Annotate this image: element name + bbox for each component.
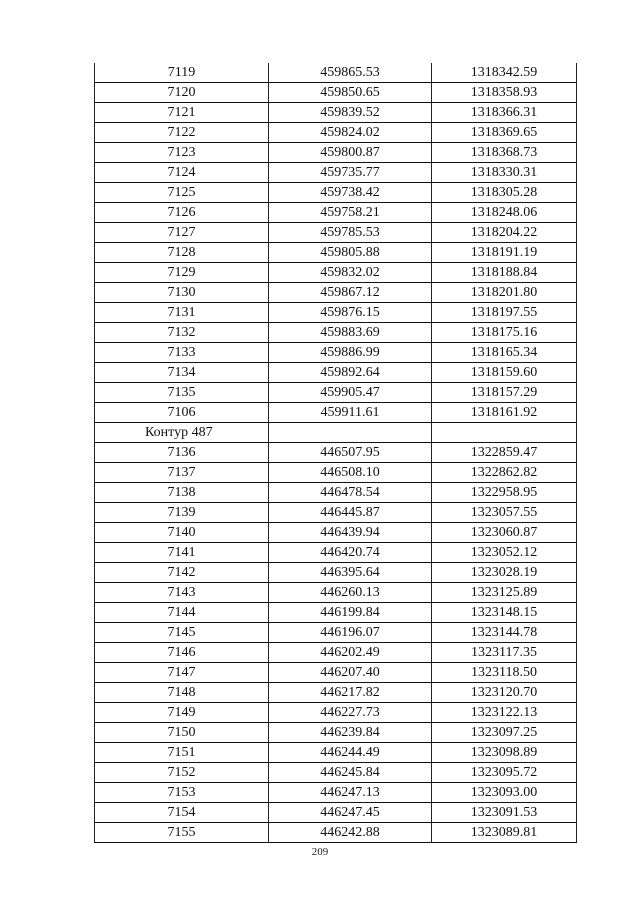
y-coordinate-cell: 1323148.15 bbox=[432, 603, 577, 623]
x-coordinate-cell: 459735.77 bbox=[269, 163, 432, 183]
x-coordinate-cell: 459832.02 bbox=[269, 263, 432, 283]
x-coordinate-cell: 446478.54 bbox=[269, 483, 432, 503]
point-id-cell: 7146 bbox=[95, 643, 269, 663]
table-row bbox=[95, 123, 577, 143]
point-id-cell: 7138 bbox=[95, 483, 269, 503]
point-id-cell: 7121 bbox=[95, 103, 269, 123]
y-coordinate-cell: 1323098.89 bbox=[432, 743, 577, 763]
table-row bbox=[95, 223, 577, 243]
table-row bbox=[95, 583, 577, 603]
table-row bbox=[95, 403, 577, 423]
table-row bbox=[95, 63, 577, 83]
table-row bbox=[95, 343, 577, 363]
x-coordinate-cell: 446207.40 bbox=[269, 663, 432, 683]
x-coordinate-cell: 459892.64 bbox=[269, 363, 432, 383]
y-coordinate-cell: 1318358.93 bbox=[432, 83, 577, 103]
y-coordinate-cell: 1323118.50 bbox=[432, 663, 577, 683]
point-id-cell: 7148 bbox=[95, 683, 269, 703]
y-coordinate-cell: 1323095.72 bbox=[432, 763, 577, 783]
x-coordinate-cell: 446242.88 bbox=[269, 823, 432, 843]
point-id-cell: 7147 bbox=[95, 663, 269, 683]
table-row bbox=[95, 543, 577, 563]
x-coordinate-cell: 459800.87 bbox=[269, 143, 432, 163]
table-row bbox=[95, 743, 577, 763]
y-coordinate-cell: 1318342.59 bbox=[432, 63, 577, 83]
point-id-cell: 7120 bbox=[95, 83, 269, 103]
y-coordinate-cell: 1323057.55 bbox=[432, 503, 577, 523]
point-id-cell: 7152 bbox=[95, 763, 269, 783]
point-id-cell: 7131 bbox=[95, 303, 269, 323]
x-coordinate-cell: 459805.88 bbox=[269, 243, 432, 263]
y-coordinate-cell: 1318188.84 bbox=[432, 263, 577, 283]
y-coordinate-cell: 1318248.06 bbox=[432, 203, 577, 223]
point-id-cell: 7119 bbox=[95, 63, 269, 83]
x-coordinate-cell: 446445.87 bbox=[269, 503, 432, 523]
point-id-cell: 7141 bbox=[95, 543, 269, 563]
table-row bbox=[95, 443, 577, 463]
y-coordinate-cell: 1318175.16 bbox=[432, 323, 577, 343]
table-row bbox=[95, 163, 577, 183]
empty-cell bbox=[269, 423, 432, 443]
y-coordinate-cell: 1323093.00 bbox=[432, 783, 577, 803]
y-coordinate-cell: 1323125.89 bbox=[432, 583, 577, 603]
x-coordinate-cell: 459758.21 bbox=[269, 203, 432, 223]
table-row bbox=[95, 283, 577, 303]
y-coordinate-cell: 1322958.95 bbox=[432, 483, 577, 503]
x-coordinate-cell: 446239.84 bbox=[269, 723, 432, 743]
x-coordinate-cell: 459824.02 bbox=[269, 123, 432, 143]
table-row bbox=[95, 783, 577, 803]
x-coordinate-cell: 459867.12 bbox=[269, 283, 432, 303]
section-label-row bbox=[95, 423, 577, 443]
point-id-cell: 7123 bbox=[95, 143, 269, 163]
y-coordinate-cell: 1323120.70 bbox=[432, 683, 577, 703]
point-id-cell: 7151 bbox=[95, 743, 269, 763]
x-coordinate-cell: 459886.99 bbox=[269, 343, 432, 363]
table-row bbox=[95, 203, 577, 223]
coordinates-table-body bbox=[95, 63, 577, 843]
page-number: 209 bbox=[311, 846, 329, 858]
x-coordinate-cell: 459839.52 bbox=[269, 103, 432, 123]
point-id-cell: 7135 bbox=[95, 383, 269, 403]
y-coordinate-cell: 1323144.78 bbox=[432, 623, 577, 643]
table-row bbox=[95, 263, 577, 283]
point-id-cell: 7140 bbox=[95, 523, 269, 543]
table-row bbox=[95, 643, 577, 663]
table-row bbox=[95, 823, 577, 843]
table-row bbox=[95, 483, 577, 503]
x-coordinate-cell: 446507.95 bbox=[269, 443, 432, 463]
table-row bbox=[95, 83, 577, 103]
y-coordinate-cell: 1318305.28 bbox=[432, 183, 577, 203]
point-id-cell: 7154 bbox=[95, 803, 269, 823]
table-row bbox=[95, 523, 577, 543]
x-coordinate-cell: 446260.13 bbox=[269, 583, 432, 603]
point-id-cell: 7130 bbox=[95, 283, 269, 303]
point-id-cell: 7145 bbox=[95, 623, 269, 643]
point-id-cell: 7139 bbox=[95, 503, 269, 523]
y-coordinate-cell: 1318201.80 bbox=[432, 283, 577, 303]
point-id-cell: 7144 bbox=[95, 603, 269, 623]
y-coordinate-cell: 1323122.13 bbox=[432, 703, 577, 723]
table-row bbox=[95, 143, 577, 163]
x-coordinate-cell: 446244.49 bbox=[269, 743, 432, 763]
point-id-cell: 7134 bbox=[95, 363, 269, 383]
x-coordinate-cell: 459883.69 bbox=[269, 323, 432, 343]
table-row bbox=[95, 463, 577, 483]
table-row bbox=[95, 683, 577, 703]
y-coordinate-cell: 1318165.34 bbox=[432, 343, 577, 363]
x-coordinate-cell: 459865.53 bbox=[269, 63, 432, 83]
y-coordinate-cell: 1322859.47 bbox=[432, 443, 577, 463]
table-row bbox=[95, 243, 577, 263]
table-row bbox=[95, 623, 577, 643]
point-id-cell: 7142 bbox=[95, 563, 269, 583]
x-coordinate-cell: 446202.49 bbox=[269, 643, 432, 663]
table-row bbox=[95, 663, 577, 683]
x-coordinate-cell: 459785.53 bbox=[269, 223, 432, 243]
y-coordinate-cell: 1323089.81 bbox=[432, 823, 577, 843]
table-row bbox=[95, 183, 577, 203]
y-coordinate-cell: 1318161.92 bbox=[432, 403, 577, 423]
x-coordinate-cell: 446508.10 bbox=[269, 463, 432, 483]
point-id-cell: 7155 bbox=[95, 823, 269, 843]
point-id-cell: 7124 bbox=[95, 163, 269, 183]
point-id-cell: 7132 bbox=[95, 323, 269, 343]
y-coordinate-cell: 1318159.60 bbox=[432, 363, 577, 383]
table-row bbox=[95, 103, 577, 123]
coordinates-table bbox=[94, 63, 577, 843]
x-coordinate-cell: 446247.45 bbox=[269, 803, 432, 823]
table-row bbox=[95, 363, 577, 383]
y-coordinate-cell: 1318157.29 bbox=[432, 383, 577, 403]
y-coordinate-cell: 1323117.35 bbox=[432, 643, 577, 663]
point-id-cell: 7153 bbox=[95, 783, 269, 803]
x-coordinate-cell: 459905.47 bbox=[269, 383, 432, 403]
x-coordinate-cell: 446420.74 bbox=[269, 543, 432, 563]
point-id-cell: 7143 bbox=[95, 583, 269, 603]
point-id-cell: 7125 bbox=[95, 183, 269, 203]
section-label: Контур 487 bbox=[95, 423, 269, 443]
y-coordinate-cell: 1318330.31 bbox=[432, 163, 577, 183]
point-id-cell: 7128 bbox=[95, 243, 269, 263]
point-id-cell: 7133 bbox=[95, 343, 269, 363]
point-id-cell: 7129 bbox=[95, 263, 269, 283]
y-coordinate-cell: 1318197.55 bbox=[432, 303, 577, 323]
table-row bbox=[95, 563, 577, 583]
point-id-cell: 7127 bbox=[95, 223, 269, 243]
x-coordinate-cell: 446439.94 bbox=[269, 523, 432, 543]
point-id-cell: 7122 bbox=[95, 123, 269, 143]
x-coordinate-cell: 446395.64 bbox=[269, 563, 432, 583]
y-coordinate-cell: 1318366.31 bbox=[432, 103, 577, 123]
x-coordinate-cell: 446247.13 bbox=[269, 783, 432, 803]
table-row bbox=[95, 803, 577, 823]
x-coordinate-cell: 459738.42 bbox=[269, 183, 432, 203]
point-id-cell: 7149 bbox=[95, 703, 269, 723]
point-id-cell: 7126 bbox=[95, 203, 269, 223]
table-row bbox=[95, 703, 577, 723]
x-coordinate-cell: 446196.07 bbox=[269, 623, 432, 643]
y-coordinate-cell: 1318368.73 bbox=[432, 143, 577, 163]
x-coordinate-cell: 446227.73 bbox=[269, 703, 432, 723]
x-coordinate-cell: 446217.82 bbox=[269, 683, 432, 703]
y-coordinate-cell: 1323097.25 bbox=[432, 723, 577, 743]
table-row bbox=[95, 323, 577, 343]
x-coordinate-cell: 459911.61 bbox=[269, 403, 432, 423]
y-coordinate-cell: 1323028.19 bbox=[432, 563, 577, 583]
table-row bbox=[95, 763, 577, 783]
y-coordinate-cell: 1322862.82 bbox=[432, 463, 577, 483]
x-coordinate-cell: 459850.65 bbox=[269, 83, 432, 103]
y-coordinate-cell: 1318369.65 bbox=[432, 123, 577, 143]
x-coordinate-cell: 446199.84 bbox=[269, 603, 432, 623]
y-coordinate-cell: 1323091.53 bbox=[432, 803, 577, 823]
x-coordinate-cell: 446245.84 bbox=[269, 763, 432, 783]
point-id-cell: 7136 bbox=[95, 443, 269, 463]
table-row bbox=[95, 723, 577, 743]
empty-cell bbox=[432, 423, 577, 443]
point-id-cell: 7150 bbox=[95, 723, 269, 743]
point-id-cell: 7106 bbox=[95, 403, 269, 423]
table-row bbox=[95, 303, 577, 323]
table-row bbox=[95, 503, 577, 523]
table-row bbox=[95, 603, 577, 623]
y-coordinate-cell: 1318191.19 bbox=[432, 243, 577, 263]
y-coordinate-cell: 1318204.22 bbox=[432, 223, 577, 243]
y-coordinate-cell: 1323060.87 bbox=[432, 523, 577, 543]
point-id-cell: 7137 bbox=[95, 463, 269, 483]
table-row bbox=[95, 383, 577, 403]
x-coordinate-cell: 459876.15 bbox=[269, 303, 432, 323]
y-coordinate-cell: 1323052.12 bbox=[432, 543, 577, 563]
